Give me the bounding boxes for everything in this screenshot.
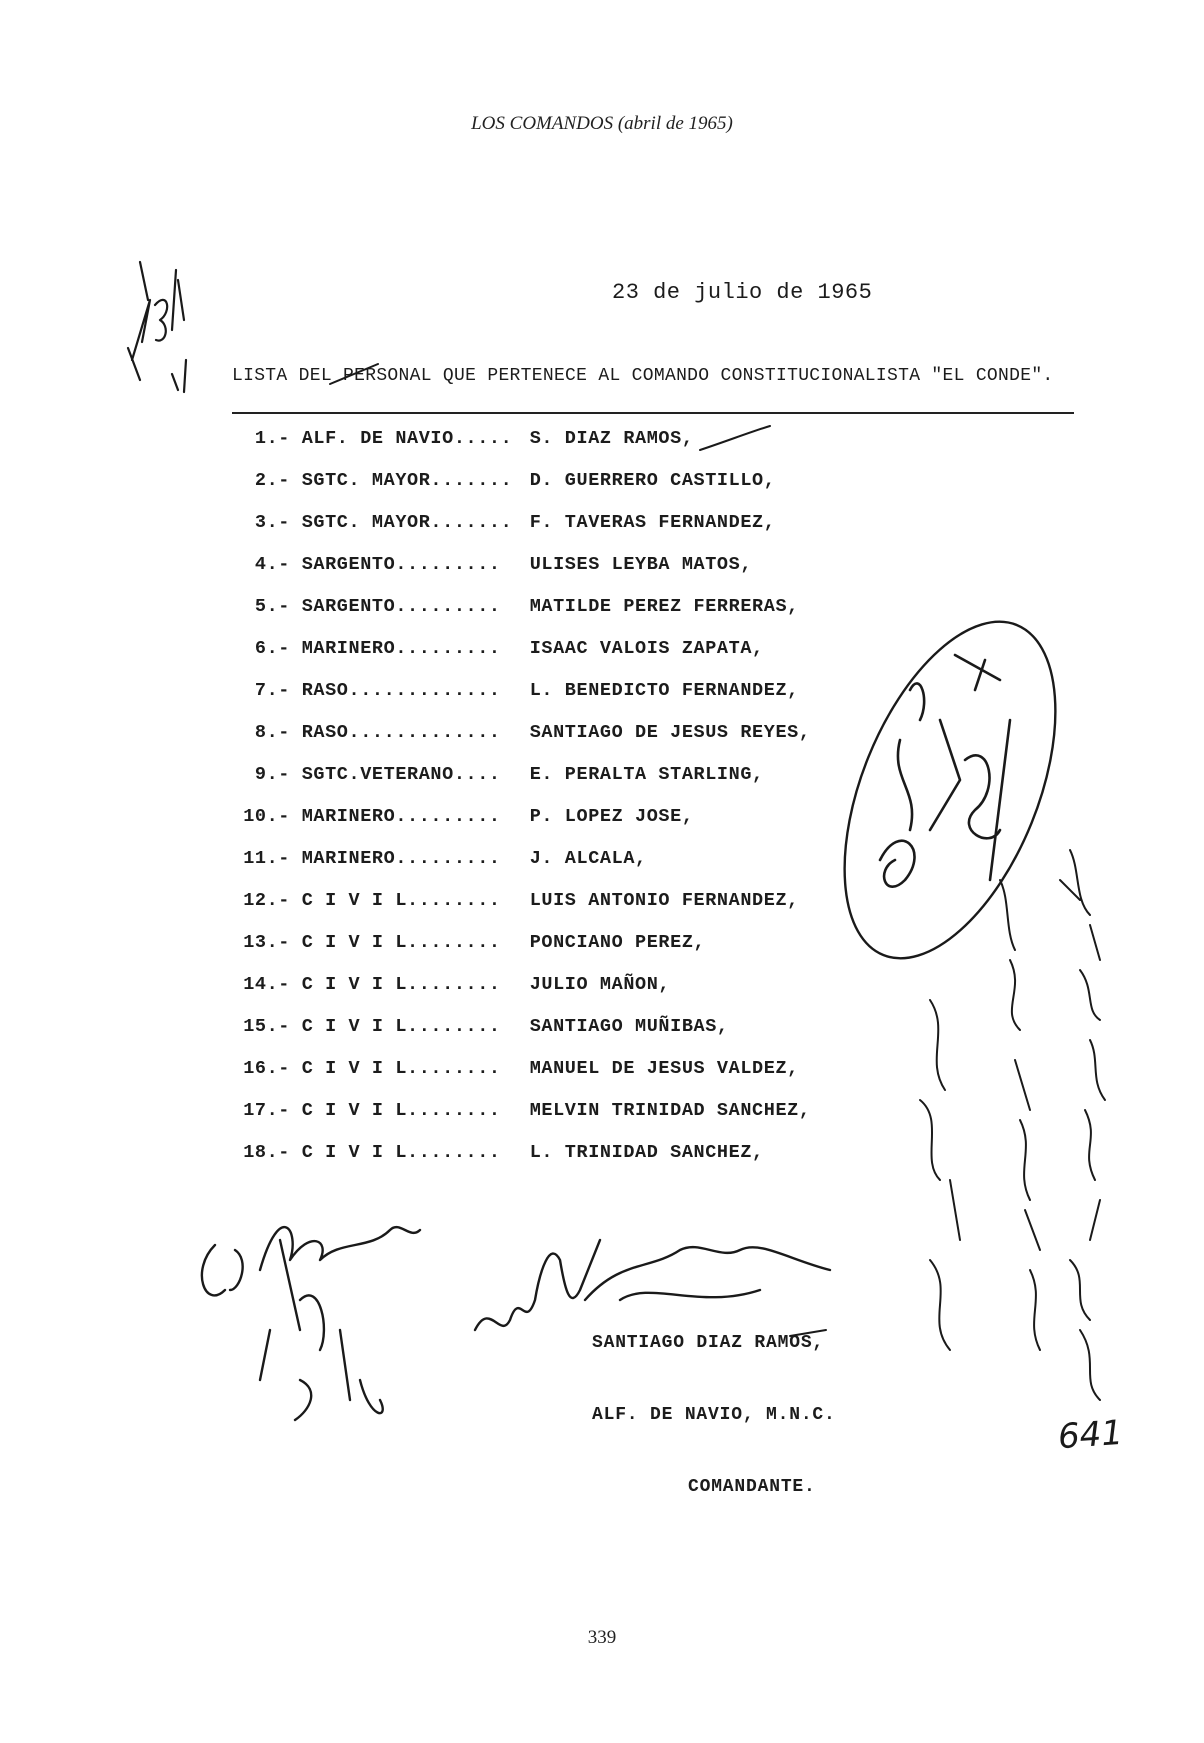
document-date: 23 de julio de 1965 [612,280,873,305]
signature-scrawl-left [202,1227,420,1420]
roster-row: 11.- MARINERO......... J. ALCALA, [243,848,647,869]
signature-block [592,1283,836,1547]
stamp-initials [880,655,1010,887]
row1-mark [700,426,770,450]
document-heading: LISTA DEL PERSONAL QUE PERTENECE AL COMANDO CONSTITUCIONALISTA "EL CONDE". [232,366,1054,386]
roster-row: 15.- C I V I L........ SANTIAGO MUÑIBAS, [243,1016,729,1037]
roster-row: 1.- ALF. DE NAVIO..... S. DIAZ RAMOS, [254,428,694,449]
margin-scribble [128,262,186,392]
vertical-notes-2 [1000,880,1040,1350]
heading-underline [232,412,1074,414]
roster-row: 5.- SARGENTO......... MATILDE PEREZ FERRERAS, [254,596,799,617]
signatory-name: SANTIAGO DIAZ RAMOS, [592,1333,825,1353]
roster-row: 10.- MARINERO......... P. LOPEZ JOSE, [243,806,694,827]
roster-row: 13.- C I V I L........ PONCIANO PEREZ, [243,932,706,953]
roster-row: 9.- SGTC.VETERANO.... E. PERALTA STARLING, [254,764,764,785]
vertical-notes-3 [920,1000,960,1350]
signatory-rank: ALF. DE NAVIO, M.N.C. [592,1405,836,1425]
roster-row: 3.- SGTC. MAYOR....... F. TAVERAS FERNANDEZ, [254,512,776,533]
vertical-notes [1060,850,1105,1400]
roster-row: 17.- C I V I L........ MELVIN TRINIDAD SANCHEZ, [243,1100,811,1121]
running-head: LOS COMANDOS (abril de 1965) [471,113,733,134]
handwritten-number: 641 [1056,1412,1125,1458]
roster-row: 14.- C I V I L........ JULIO MAÑON, [243,974,671,995]
roster-row: 8.- RASO............. SANTIAGO DE JESUS REYES, [254,722,811,743]
roster-row: 6.- MARINERO......... ISAAC VALOIS ZAPATA, [254,638,764,659]
stamp-oval [802,592,1099,988]
roster-row: 7.- RASO............. L. BENEDICTO FERNANDEZ, [254,680,799,701]
signatory-title: COMANDANTE. [688,1477,816,1497]
roster-row: 12.- C I V I L........ LUIS ANTONIO FERNANDEZ, [243,890,799,911]
roster-row: 4.- SARGENTO......... ULISES LEYBA MATOS, [254,554,753,575]
roster-row: 16.- C I V I L........ MANUEL DE JESUS VALDEZ, [243,1058,799,1079]
page-number: 339 [587,1627,617,1648]
roster-row: 2.- SGTC. MAYOR....... D. GUERRERO CASTILLO, [254,470,776,491]
roster-row: 18.- C I V I L........ L. TRINIDAD SANCHEZ, [243,1142,764,1163]
